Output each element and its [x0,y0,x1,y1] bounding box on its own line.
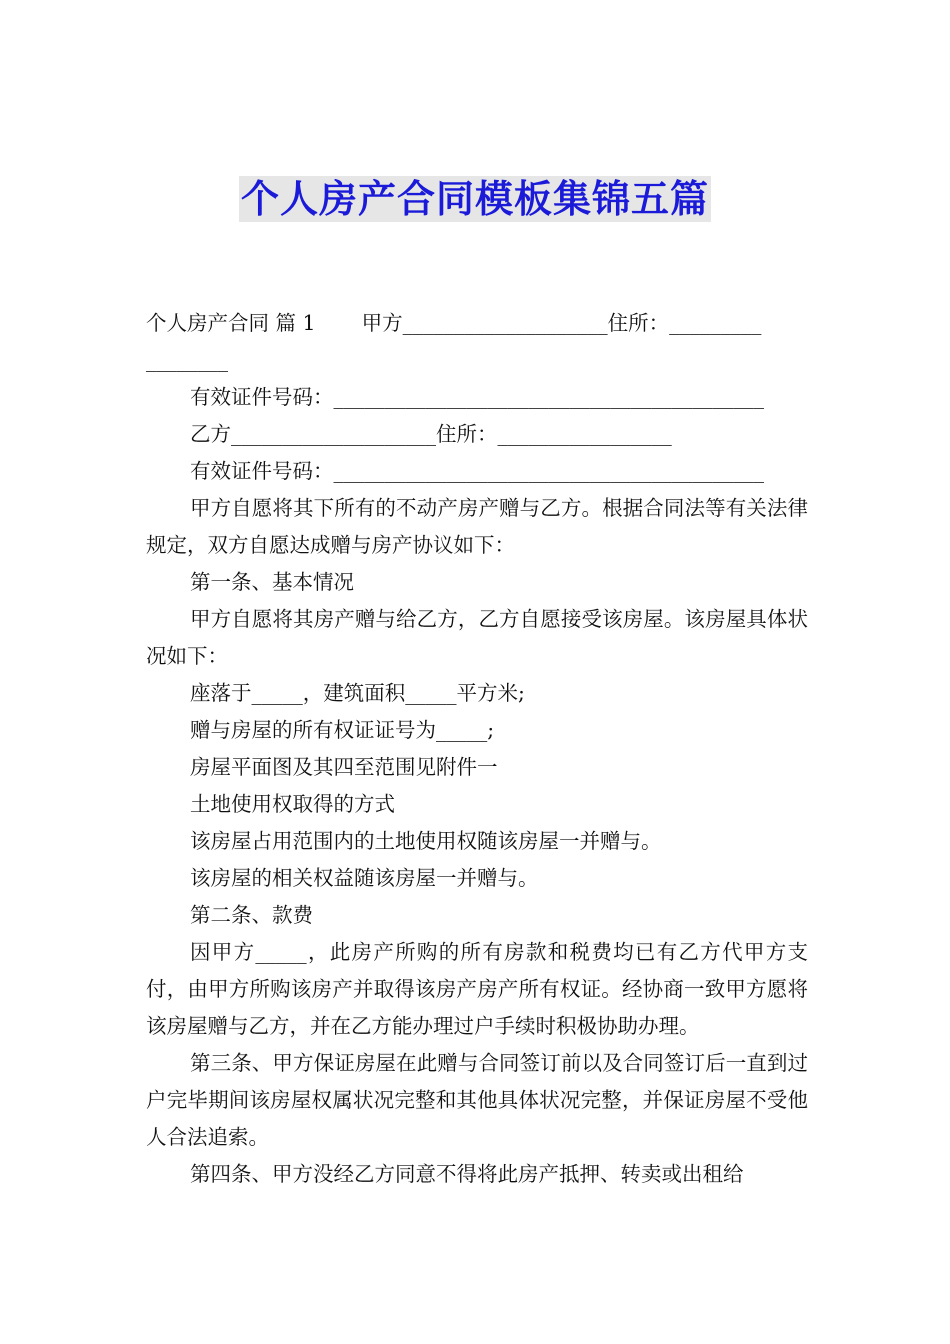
paragraph-id-number-a: 有效证件号码：__________________________________________ [190,385,764,409]
article-2-heading: 第二条、款费 [190,903,313,927]
paragraph-heading-line [146,305,808,342]
paragraph-property-status: 甲方自愿将其房产赠与给乙方，乙方自愿接受该房屋。该房屋具体状况如下： [146,607,808,668]
article-3-paragraph: 第三条、甲方保证房屋在此赠与合同签订前以及合同签订后一直到过户完毕期间该房屋权属状况完整和其他具体状况完整，并保证房屋不受他人合法追索。 [146,1051,808,1149]
paragraph-party-b: 乙方____________________住所：_________________ [190,422,672,446]
paragraph-rights-gift: 该房屋的相关权益随该房屋一并赠与。 [190,866,539,890]
article-4-paragraph: 第四条、甲方没经乙方同意不得将此房产抵押、转卖或出租给 [190,1162,744,1186]
paragraph-land-use: 土地使用权取得的方式 [190,792,395,816]
paragraph-continuation: ________ [146,348,228,372]
contract-heading: 个人房产合同 篇 1 [146,311,316,335]
party-a-line: 甲方____________________住所：_________ [361,311,762,335]
paragraph-payment: 因甲方_____，此房产所购的所有房款和税费均已有乙方代甲方支付，由甲方所购该房产并取得该房产房产所有权证。经协商一致甲方愿将该房屋赠与乙方，并在乙方能办理过户手续时积极协助办理。 [146,940,808,1038]
paragraph-land-gift: 该房屋占用范围内的土地使用权随该房屋一并赠与。 [190,829,662,853]
paragraph-id-number-b: 有效证件号码：__________________________________________ [190,459,764,483]
paragraph-floor-plan: 房屋平面图及其四至范围见附件一 [190,755,498,779]
document-body [146,305,808,1193]
paragraph-intro: 甲方自愿将其下所有的不动产房产赠与乙方。根据合同法等有关法律规定，双方自愿达成赠与房产协议如下： [146,496,808,557]
document-title: 个人房产合同模板集锦五篇 [240,177,709,221]
paragraph-certificate: 赠与房屋的所有权证证号为_____; [190,718,495,742]
article-1-heading: 第一条、基本情况 [190,570,354,594]
paragraph-location: 座落于_____，建筑面积_____平方米; [190,681,525,705]
title-container [0,176,950,222]
